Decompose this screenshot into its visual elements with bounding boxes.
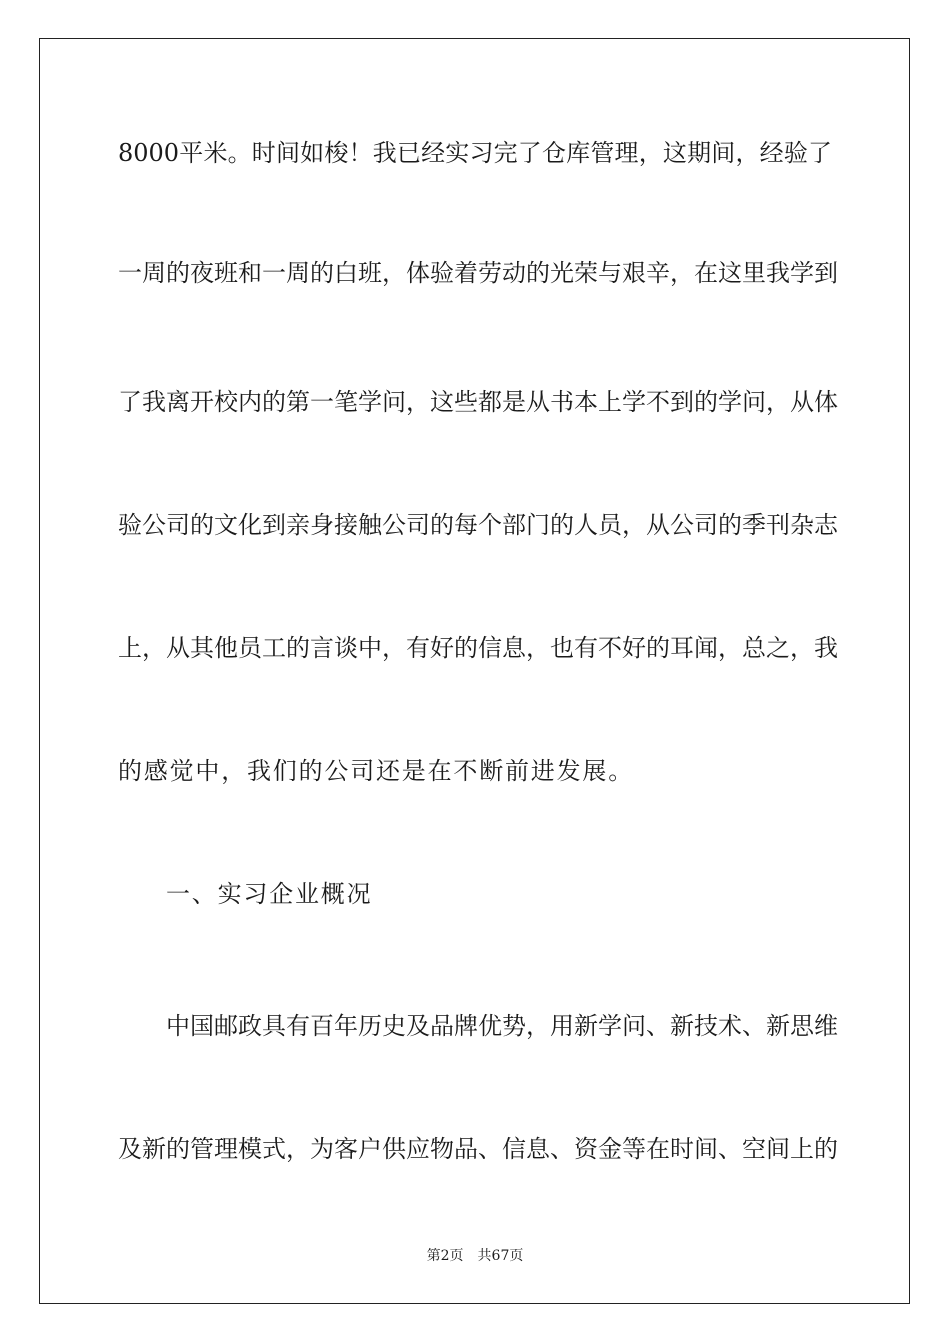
paragraph-line: 上，从其他员工的言谈中，有好的信息，也有不好的耳闻，总之，我 bbox=[118, 634, 838, 662]
paragraph-line: 8000平米。时间如梭！我已经实习完了仓库管理，这期间，经验了 bbox=[118, 139, 832, 167]
paragraph-line: 及新的管理模式，为客户供应物品、信息、资金等在时间、空间上的 bbox=[118, 1135, 838, 1163]
paragraph-line: 一周的夜班和一周的白班，体验着劳动的光荣与艰辛，在这里我学到 bbox=[118, 259, 838, 287]
paragraph-line: 了我离开校内的第一笔学问，这些都是从书本上学不到的学问，从体 bbox=[118, 388, 838, 416]
paragraph-line: 的感觉中，我们的公司还是在不断前进发展。 bbox=[118, 757, 634, 785]
page-footer bbox=[0, 1247, 950, 1265]
page-number: 第2页 bbox=[426, 1248, 464, 1264]
paragraph-line: 验公司的文化到亲身接触公司的每个部门的人员，从公司的季刊杂志 bbox=[118, 511, 838, 539]
page-total: 共67页 bbox=[477, 1248, 524, 1264]
paragraph-line: 中国邮政具有百年历史及品牌优势，用新学问、新技术、新思维 bbox=[166, 1012, 838, 1040]
page-border bbox=[39, 38, 910, 1304]
section-heading: 一、实习企业概况 bbox=[166, 880, 373, 908]
